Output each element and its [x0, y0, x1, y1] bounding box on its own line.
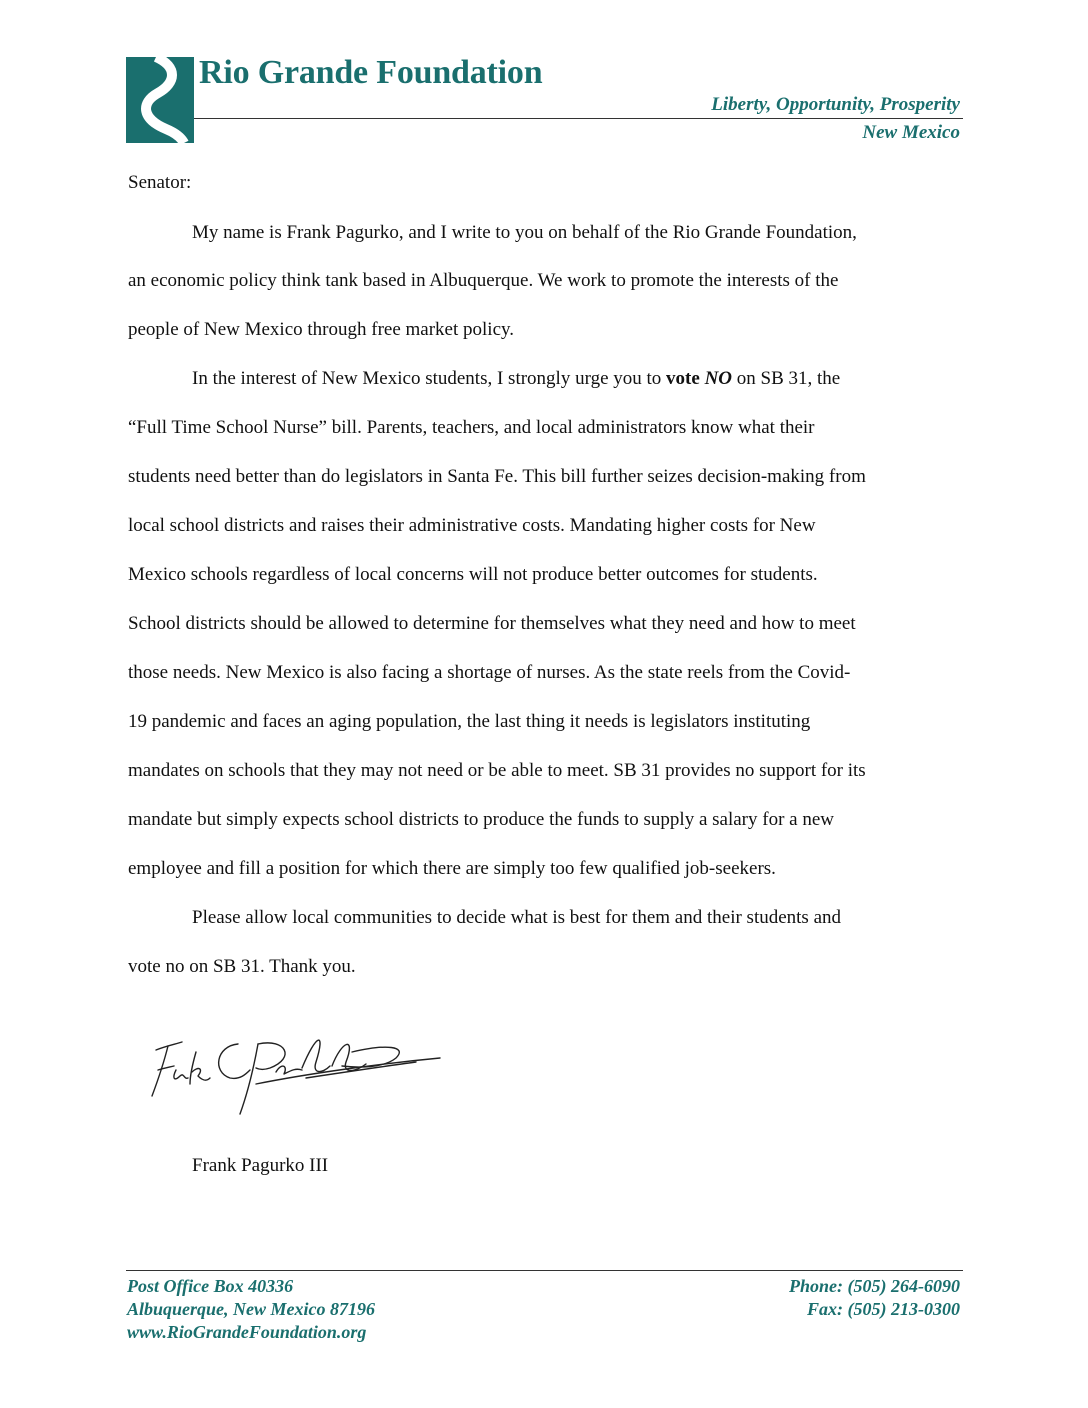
- paragraph-line: students need better than do legislators in Santa Fe. This bill further seizes decision-making from: [128, 466, 866, 487]
- header-divider: [194, 118, 963, 119]
- tagline: Liberty, Opportunity, Prosperity: [711, 94, 960, 115]
- paragraph-text: on SB 31, the: [732, 368, 841, 389]
- paragraph-line: My name is Frank Pagurko, and I write to you on behalf of the Rio Grande Foundation,: [192, 222, 857, 243]
- paragraph-line: [192, 368, 840, 390]
- paragraph-line: 19 pandemic and faces an aging population, the last thing it needs is legislators instituting: [128, 711, 811, 732]
- organization-name: Rio Grande Foundation: [199, 54, 543, 91]
- paragraph-line: Mexico schools regardless of local concerns will not produce better outcomes for students.: [128, 564, 818, 585]
- paragraph-line: employee and fill a position for which there are simply too few qualified job-seekers.: [128, 858, 776, 879]
- paragraph-line: people of New Mexico through free market policy.: [128, 319, 515, 340]
- salutation: Senator:: [128, 172, 192, 193]
- paragraph-line: mandates on schools that they may not need or be able to meet. SB 31 provides no support for its: [128, 760, 866, 781]
- no-emphasis: NO: [704, 368, 733, 389]
- footer-fax: Fax: (505) 213-0300: [807, 1299, 960, 1319]
- paragraph-line: an economic policy think tank based in Albuquerque. We work to promote the interests of the: [128, 270, 839, 291]
- state-label: New Mexico: [862, 122, 960, 143]
- footer-address-line: Post Office Box 40336: [127, 1276, 294, 1296]
- paragraph-line: local school districts and raises their administrative costs. Mandating higher costs for New: [128, 515, 816, 536]
- footer-website-link[interactable]: www.RioGrandeFoundation.org: [127, 1322, 367, 1342]
- signer-name: Frank Pagurko III: [192, 1155, 329, 1176]
- paragraph-line: “Full Time School Nurse” bill. Parents, teachers, and local administrators know what their: [128, 417, 815, 438]
- handwritten-signature: [146, 1022, 446, 1122]
- footer-address-line: Albuquerque, New Mexico 87196: [127, 1299, 376, 1319]
- paragraph-line: Please allow local communities to decide what is best for them and their students and: [192, 907, 842, 928]
- paragraph-line: School districts should be allowed to determine for themselves what they need and how to meet: [128, 613, 856, 634]
- paragraph-line: mandate but simply expects school districts to produce the funds to supply a salary for a new: [128, 809, 835, 830]
- paragraph-line: vote no on SB 31. Thank you.: [128, 956, 356, 977]
- vote-emphasis: vote: [666, 368, 705, 389]
- paragraph-text: In the interest of New Mexico students, I strongly urge you to: [192, 368, 667, 389]
- paragraph-line: those needs. New Mexico is also facing a shortage of nurses. As the state reels from the Covid-: [128, 662, 851, 683]
- footer-phone: Phone: (505) 264-6090: [789, 1276, 960, 1296]
- river-logo-icon: [126, 57, 194, 143]
- footer-divider: [126, 1270, 963, 1271]
